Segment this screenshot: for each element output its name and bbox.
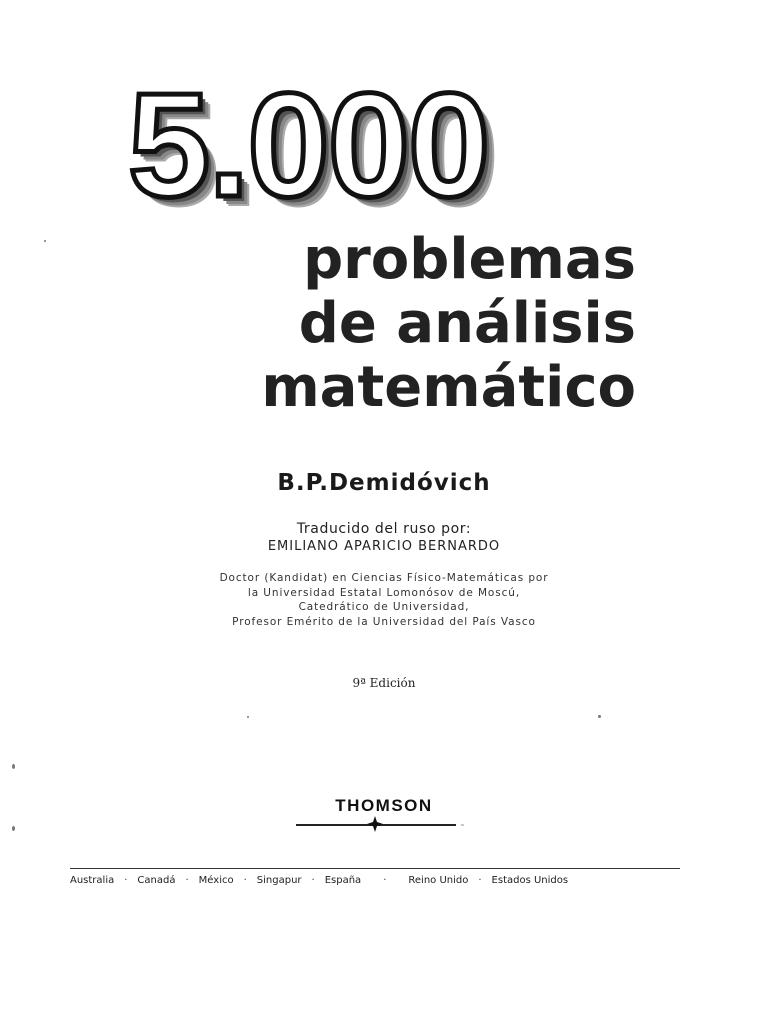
separator: ·: [185, 875, 189, 886]
scan-speck: [44, 240, 46, 242]
translated-by-label: Traducido del ruso por:: [296, 521, 472, 537]
separator: ·: [311, 875, 315, 886]
scan-speck: [598, 715, 601, 718]
translation-credit: [0, 520, 768, 556]
credential-line: la Universidad Estatal Lomonósov de Moscú,: [247, 586, 521, 599]
publisher-logo: THOMSON: [335, 796, 433, 815]
country-item: Singapur: [256, 875, 302, 886]
cover-number: 5.000: [128, 63, 489, 228]
scan-speck: [247, 716, 249, 718]
country-item: Australia: [70, 875, 115, 886]
credential-line: Catedrático de Universidad,: [298, 601, 470, 613]
trademark-mark: ™: [460, 824, 465, 830]
scan-speck: [12, 826, 15, 831]
title-line-3: matemático: [261, 355, 636, 420]
translator-name: EMILIANO APARICIO BERNARDO: [267, 539, 501, 554]
translator-credentials: [0, 571, 768, 629]
country-item: España: [324, 875, 362, 886]
separator: ·: [383, 875, 387, 886]
separator: ·: [243, 875, 247, 886]
book-title: [176, 228, 636, 420]
footer-rule: [70, 868, 680, 869]
separator: ·: [124, 875, 128, 886]
title-line-1: problemas: [303, 227, 636, 292]
scan-speck: [12, 764, 15, 769]
edition-label: 9ª Edición: [352, 676, 416, 690]
title-line-2: de análisis: [298, 291, 636, 356]
country-item: México: [198, 875, 234, 886]
country-item: Reino Unido: [408, 875, 469, 886]
separator: ·: [478, 875, 482, 886]
country-item: Canadá: [137, 875, 176, 886]
author-name: B.P.Demidóvich: [277, 470, 491, 496]
star-icon: [366, 815, 384, 833]
country-list: [70, 875, 680, 886]
credential-line: Profesor Emérito de la Universidad del País Vasco: [232, 615, 536, 628]
country-item: Estados Unidos: [491, 875, 569, 886]
credential-line: Doctor (Kandidat) en Ciencias Físico-Matemáticas por: [219, 572, 549, 584]
